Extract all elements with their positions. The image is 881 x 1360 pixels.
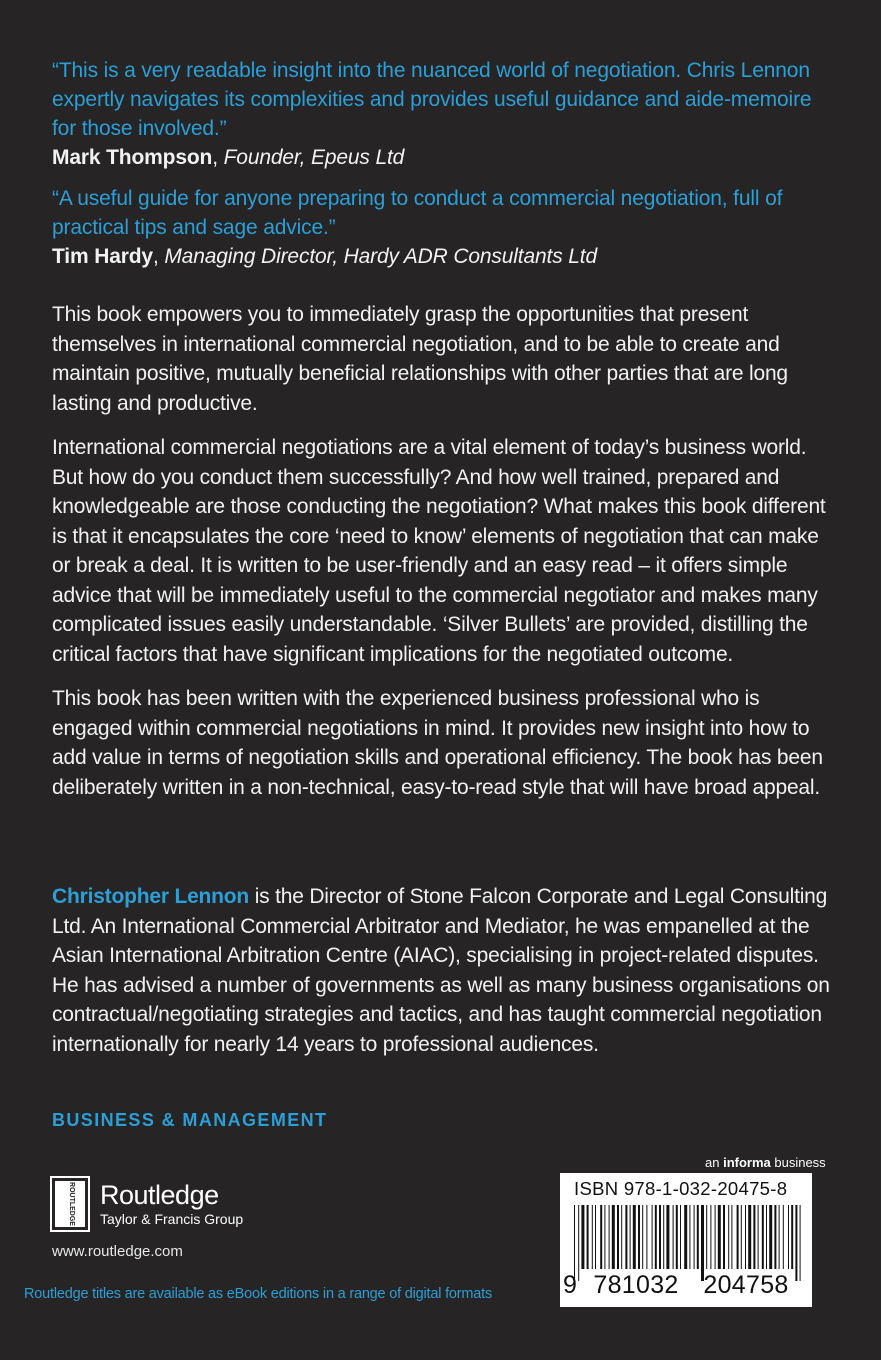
publisher-group: Taylor & Francis Group — [100, 1211, 244, 1227]
informa-tagline — [705, 1155, 826, 1170]
barcode-bar — [728, 1205, 729, 1269]
barcode-bar — [617, 1205, 619, 1269]
barcode-bar — [666, 1205, 669, 1269]
barcode-left-digits: 781032 — [593, 1271, 679, 1299]
book-description — [52, 300, 830, 817]
endorsement-quote — [52, 184, 832, 271]
barcode-bar — [697, 1205, 699, 1269]
author-bio — [52, 882, 830, 1074]
barcode-bar — [574, 1205, 575, 1281]
barcode-bar — [748, 1205, 751, 1269]
barcode-bars — [570, 1205, 804, 1281]
barcode-bar — [646, 1205, 647, 1269]
description-paragraph: This book empowers you to immediately grasp the opportunities that present themselves in international commercial negotiation, and to be able to create and maintain positive, mutually beneficial relationships with other parties that are long lasting and productive. — [52, 303, 788, 415]
barcode-bar — [659, 1205, 661, 1269]
isbn-label: ISBN 978-1-032-20475-8 — [574, 1178, 788, 1199]
quote-author-title: Managing Director, Hardy ADR Consultants Ltd — [164, 245, 598, 268]
barcode-right-digits: 204758 — [703, 1271, 789, 1299]
quote-text: “This is a very readable insight into the nuanced world of negotiation. Chris Lennon expertly navigates its complexities and provides useful guidance and aide-memoire for those involved.” — [52, 59, 812, 140]
isbn-barcode — [560, 1173, 812, 1307]
barcode-bar — [779, 1205, 780, 1269]
barcode-bar — [766, 1205, 767, 1269]
routledge-logo-icon — [50, 1176, 90, 1232]
quote-attribution — [52, 143, 832, 172]
barcode-bar — [745, 1205, 746, 1269]
barcode-bar — [621, 1205, 622, 1269]
barcode-bar — [600, 1205, 602, 1269]
publisher-website: www.routledge.com — [52, 1243, 183, 1260]
barcode-bar — [676, 1205, 678, 1269]
ebook-note: Routledge titles are available as eBook editions in a range of digital formats — [24, 1286, 493, 1302]
publisher-logo — [50, 1176, 243, 1232]
barcode-bar — [625, 1205, 627, 1269]
barcode-bar — [783, 1205, 784, 1269]
barcode-bar — [731, 1205, 732, 1269]
barcode-bar — [694, 1205, 695, 1269]
barcode-bar — [638, 1205, 640, 1269]
barcode-bar — [800, 1205, 801, 1281]
barcode-bar — [581, 1205, 584, 1269]
barcode-bar — [723, 1205, 725, 1269]
author-name: Christopher Lennon — [52, 885, 250, 908]
barcode-bar — [578, 1205, 579, 1281]
barcode-bar — [774, 1205, 776, 1269]
barcode-bar — [604, 1205, 605, 1269]
barcode-bar — [609, 1205, 610, 1269]
barcode-bar — [587, 1205, 589, 1269]
barcode-bar — [630, 1205, 631, 1269]
quote-author-name: Tim Hardy — [52, 245, 153, 268]
barcode-bar — [788, 1205, 789, 1269]
publisher-text — [100, 1180, 243, 1228]
barcode-bar — [715, 1205, 716, 1269]
quote-author-name: Mark Thompson — [52, 146, 213, 169]
barcode-bar — [642, 1205, 643, 1269]
barcode-bar — [762, 1205, 764, 1269]
barcode-bar — [673, 1205, 674, 1269]
description-paragraph: This book has been written with the experienced business professional who is engaged within commercial negotiations in mind. It provides new insight into how to add value in terms of negotiation skills and operational efficiency. The book has been deliberately written in a non-technical, easy-to-read style that will have broad appeal. — [52, 687, 823, 799]
endorsement-quote — [52, 56, 832, 172]
barcode-bar — [595, 1205, 596, 1269]
informa-suffix: business — [770, 1155, 826, 1170]
barcode-bar — [769, 1205, 772, 1269]
quote-text: “A useful guide for anyone preparing to conduct a commercial negotiation, full of practical tips and sage advice.” — [52, 187, 783, 239]
barcode-bar — [684, 1205, 687, 1269]
author-bio-text: is the Director of Stone Falcon Corporate and Legal Consulting Ltd. An International Commercial Arbitrator and Mediator, he was empanelled at the Asian International Arbitration Centre (AIAC), specialising in project-related disputes. He has advised a number of governments as well as many business organisations on contractual/negotiating strategies and tactics, and has taught commercial negotiation internationally for nearly 14 years to professional audiences. — [52, 885, 830, 1056]
barcode-bar — [701, 1205, 704, 1281]
barcode-bar — [710, 1205, 711, 1269]
informa-prefix: an — [705, 1155, 724, 1170]
barcode-bar — [718, 1205, 721, 1269]
quote-separator: , — [212, 146, 224, 169]
barcode-bar — [663, 1205, 664, 1269]
barcode-bar — [791, 1205, 793, 1269]
category-label: BUSINESS & MANAGEMENT — [52, 1110, 328, 1130]
barcode-bar — [633, 1205, 636, 1269]
barcode-bar — [741, 1205, 742, 1269]
informa-brand: informa — [723, 1155, 771, 1170]
quote-author-title: Founder, Epeus Ltd — [223, 146, 405, 169]
barcode-bar — [758, 1205, 759, 1269]
quote-separator: , — [152, 245, 165, 268]
barcode-bar — [737, 1205, 739, 1269]
barcode-bar — [612, 1205, 615, 1269]
quote-attribution — [52, 242, 832, 271]
barcode-bar — [655, 1205, 657, 1269]
barcode-bar — [592, 1205, 593, 1269]
barcode-bar — [795, 1205, 797, 1281]
barcode-bar — [753, 1205, 755, 1269]
barcode-bar — [652, 1205, 653, 1269]
barcode-bar — [680, 1205, 681, 1269]
publisher-name: Routledge — [100, 1180, 219, 1210]
description-paragraph: International commercial negotiations are a vital element of today’s business world. But how do you conduct them successfully? And how well trained, prepared and knowledgeable are those conducting the negotiation? What makes this book different is that it encapsulates the core ‘need to know’ elements of negotiation that can make or break a deal. It is written to be user-friendly and an easy read – it offers simple advice that will be immediately useful to the commercial negotiator and makes many complicated issues easily understandable. ‘Silver Bullets’ are provided, distilling the critical factors that have significant implications for the negotiated outcome. — [52, 436, 826, 666]
barcode-bar — [706, 1205, 707, 1269]
logo-letters: ROUTLEDGE — [68, 1182, 75, 1226]
barcode-bar — [689, 1205, 690, 1269]
barcode-lead-digit: 9 — [563, 1271, 578, 1299]
